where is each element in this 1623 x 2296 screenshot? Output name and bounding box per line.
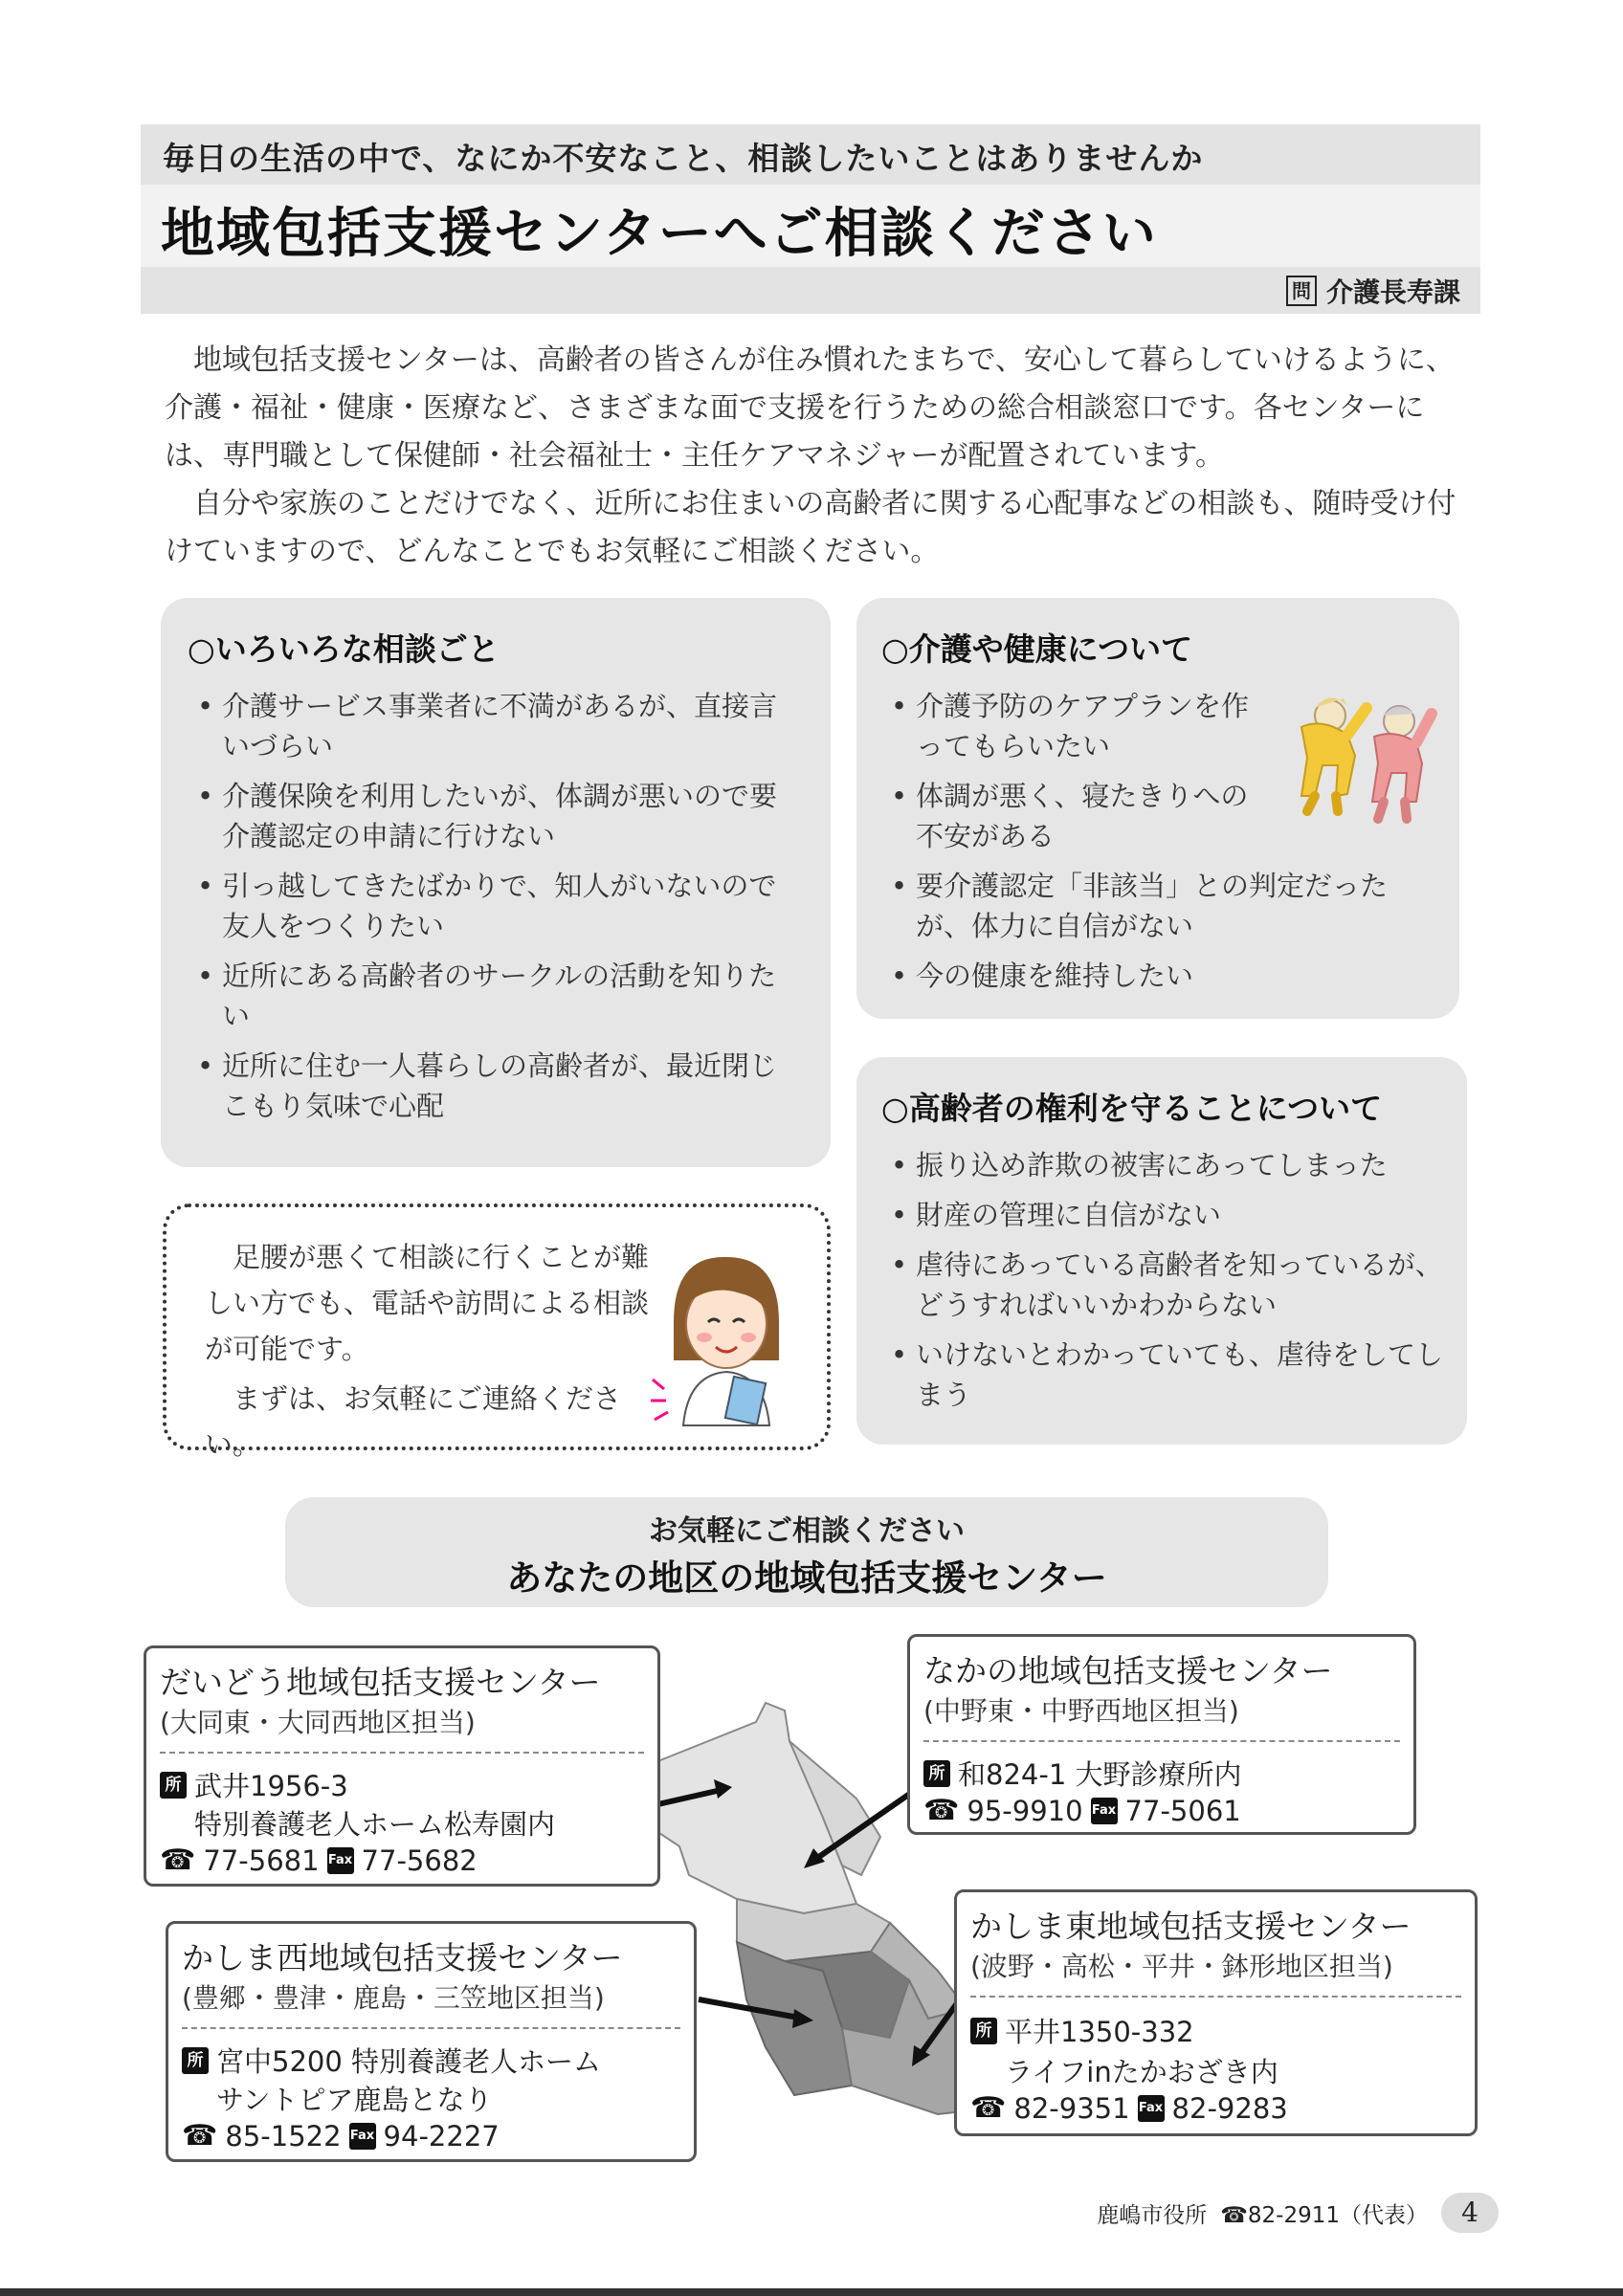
- address-icon: 所: [182, 2047, 209, 2074]
- home-visit-note: [163, 1203, 831, 1461]
- address-line: [923, 1754, 1242, 1793]
- center-card-kashima-east: [954, 1889, 1478, 2136]
- contact-line: [970, 2091, 1288, 2125]
- list-item: • 虐待にあっている高齢者を知っているが、どうすればいいかわからない: [885, 1245, 1450, 1325]
- fax-icon: Fax: [327, 1847, 354, 1874]
- address-line-2: [216, 2079, 493, 2118]
- address-1: 和824-1 大野診療所内: [958, 1758, 1242, 1791]
- fax-number: 82-9283: [1171, 2091, 1288, 2125]
- address-icon: 所: [923, 1760, 950, 1787]
- center-card-naka: [907, 1634, 1416, 1835]
- fax-icon: Fax: [349, 2123, 376, 2150]
- center-area: (豊郷・豊津・鹿島・三笠地区担当): [182, 1982, 605, 2014]
- phone-icon: ☎: [970, 2091, 1007, 2125]
- phone-number: 77-5681: [203, 1843, 320, 1877]
- note-paragraph-1: 足腰が悪くて相談に行くことが難しい方でも、電話や訪問による相談が可能です。: [205, 1241, 650, 1365]
- inquiry-icon: 問: [1286, 276, 1317, 306]
- separator: [923, 1740, 1400, 1742]
- centers-banner: [285, 1497, 1328, 1607]
- banner-line-2: あなたの地区の地域包括支援センター: [506, 1557, 1107, 1599]
- phone-icon: ☎: [182, 2119, 218, 2152]
- page-title: 地域包括支援センターへご相談ください: [161, 203, 1158, 265]
- consultation-list: [191, 686, 804, 1136]
- banner-line-1: お気軽にご相談ください: [649, 1514, 965, 1548]
- center-name: かしま西地域包括支援センター: [182, 1939, 623, 1976]
- list-item: • 近所にある高齢者のサークルの活動を知りたい: [191, 956, 804, 1036]
- panel-title: ○いろいろな相談ごと: [188, 630, 500, 668]
- address-line-2: [194, 1803, 555, 1843]
- address-1: 平井1350-332: [1005, 2016, 1194, 2048]
- contact-department: [1286, 272, 1460, 310]
- separator: [182, 2027, 680, 2029]
- address-line: [970, 2011, 1194, 2050]
- page-number: 4: [1441, 2193, 1499, 2233]
- bottom-rule: [0, 2288, 1623, 2296]
- center-card-kashima-west: [166, 1921, 697, 2162]
- intro-paragraph-2: 自分や家族のことだけでなく、近所にお住まいの高齢者に関する心配事などの相談も、随時受け付けていますので、どんなことでもお気軽にご相談ください。: [165, 487, 1456, 568]
- fax-icon: Fax: [1138, 2095, 1165, 2122]
- fax-icon: Fax: [1091, 1798, 1118, 1824]
- list-item: • 介護保険を利用したいが、体調が悪いので要介護認定の申請に行けない: [191, 776, 804, 856]
- address-2: 特別養護老人ホーム松寿園内: [194, 1808, 556, 1841]
- address-line: [160, 1765, 348, 1804]
- panel-elder-rights: [856, 1057, 1467, 1445]
- contact-department-label: 介護長寿課: [1325, 276, 1460, 308]
- list-item: • 体調が悪く、寝たきりへの不安がある: [885, 776, 1260, 856]
- footer-office: 鹿嶋市役所: [1097, 2202, 1208, 2228]
- list-item: • 引っ越してきたばかりで、知人がいないので友人をつくりたい: [191, 866, 804, 946]
- address-1: 宮中5200 特別養護老人ホーム: [216, 2045, 602, 2078]
- address-line-2: [1005, 2051, 1278, 2090]
- address-2: ライフinたかおざき内: [1005, 2056, 1278, 2088]
- fax-number: 77-5061: [1124, 1794, 1241, 1827]
- fax-number: 94-2227: [383, 2119, 500, 2152]
- contact-line: [923, 1794, 1241, 1827]
- list-item: • 近所に住む一人暮らしの高齢者が、最近閉じこもり気味で心配: [191, 1046, 804, 1126]
- page-footer: [1097, 2193, 1499, 2233]
- center-area: (大同東・大同西地区担当): [160, 1707, 476, 1738]
- center-name: なかの地域包括支援センター: [923, 1652, 1333, 1689]
- contact-line: [160, 1843, 478, 1877]
- footer-phone: ☎82-2911（代表）: [1220, 2202, 1428, 2228]
- list-item: • 介護予防のケアプランを作ってもらいたい: [885, 686, 1260, 766]
- phone-number: 82-9351: [1013, 2091, 1130, 2125]
- list-item: • 要介護認定「非該当」との判定だったが、体力に自信がない: [885, 866, 1440, 946]
- separator: [970, 1996, 1461, 1998]
- address-icon: 所: [970, 2018, 997, 2044]
- intro-paragraph-1: 地域包括支援センターは、高齢者の皆さんが住み慣れたまちで、安心して暮らしていけるように、介護・福祉・健康・医療など、さまざまな面で支援を行うための総合相談窓口です。各センターには、専門職として保健師・社会福祉士・主任ケアマネジャーが配置されています。: [165, 343, 1455, 473]
- note-text: [205, 1234, 664, 1468]
- center-name: かしま東地域包括支援センター: [970, 1908, 1412, 1945]
- rights-list: [885, 1145, 1450, 1424]
- phone-number: 95-9910: [967, 1794, 1083, 1827]
- list-item: • 財産の管理に自信がない: [885, 1195, 1450, 1235]
- panel-title: ○高齢者の権利を守ることについて: [881, 1090, 1383, 1127]
- note-paragraph-2: まずは、お気軽にご連絡ください。: [205, 1382, 622, 1461]
- address-1: 武井1956-3: [194, 1770, 348, 1802]
- address-line: [182, 2041, 601, 2080]
- phone-icon: ☎: [923, 1794, 960, 1827]
- center-area: (中野東・中野西地区担当): [923, 1695, 1239, 1727]
- header-subtitle: 毎日の生活の中で、なにか不安なこと、相談したいことはありませんか: [163, 140, 1204, 177]
- contact-line: [182, 2119, 500, 2152]
- center-card-daido: [144, 1645, 660, 1887]
- panel-title: ○介護や健康について: [881, 630, 1193, 668]
- center-area: (波野・高松・平井・鉢形地区担当): [970, 1951, 1393, 1982]
- address-2: サントピア鹿島となり: [216, 2084, 493, 2116]
- fax-number: 77-5682: [361, 1843, 478, 1877]
- elderly-exercise-illustration: [1273, 689, 1445, 842]
- phone-number: 85-1522: [225, 2119, 342, 2152]
- intro-text: [165, 337, 1466, 576]
- list-item: • 振り込め詐欺の被害にあってしまった: [885, 1145, 1450, 1185]
- center-name: だいどう地域包括支援センター: [160, 1664, 601, 1701]
- list-item: • 介護サービス事業者に不満があるが、直接言いづらい: [191, 686, 804, 766]
- list-item: • いけないとわかっていても、虐待をしてしまう: [885, 1335, 1450, 1415]
- list-item: • 今の健康を維持したい: [885, 956, 1440, 996]
- phone-icon: ☎: [160, 1843, 196, 1877]
- staff-illustration: [645, 1246, 808, 1427]
- separator: [160, 1752, 644, 1754]
- panel-various-consultations: [161, 598, 831, 1167]
- address-icon: 所: [160, 1772, 187, 1799]
